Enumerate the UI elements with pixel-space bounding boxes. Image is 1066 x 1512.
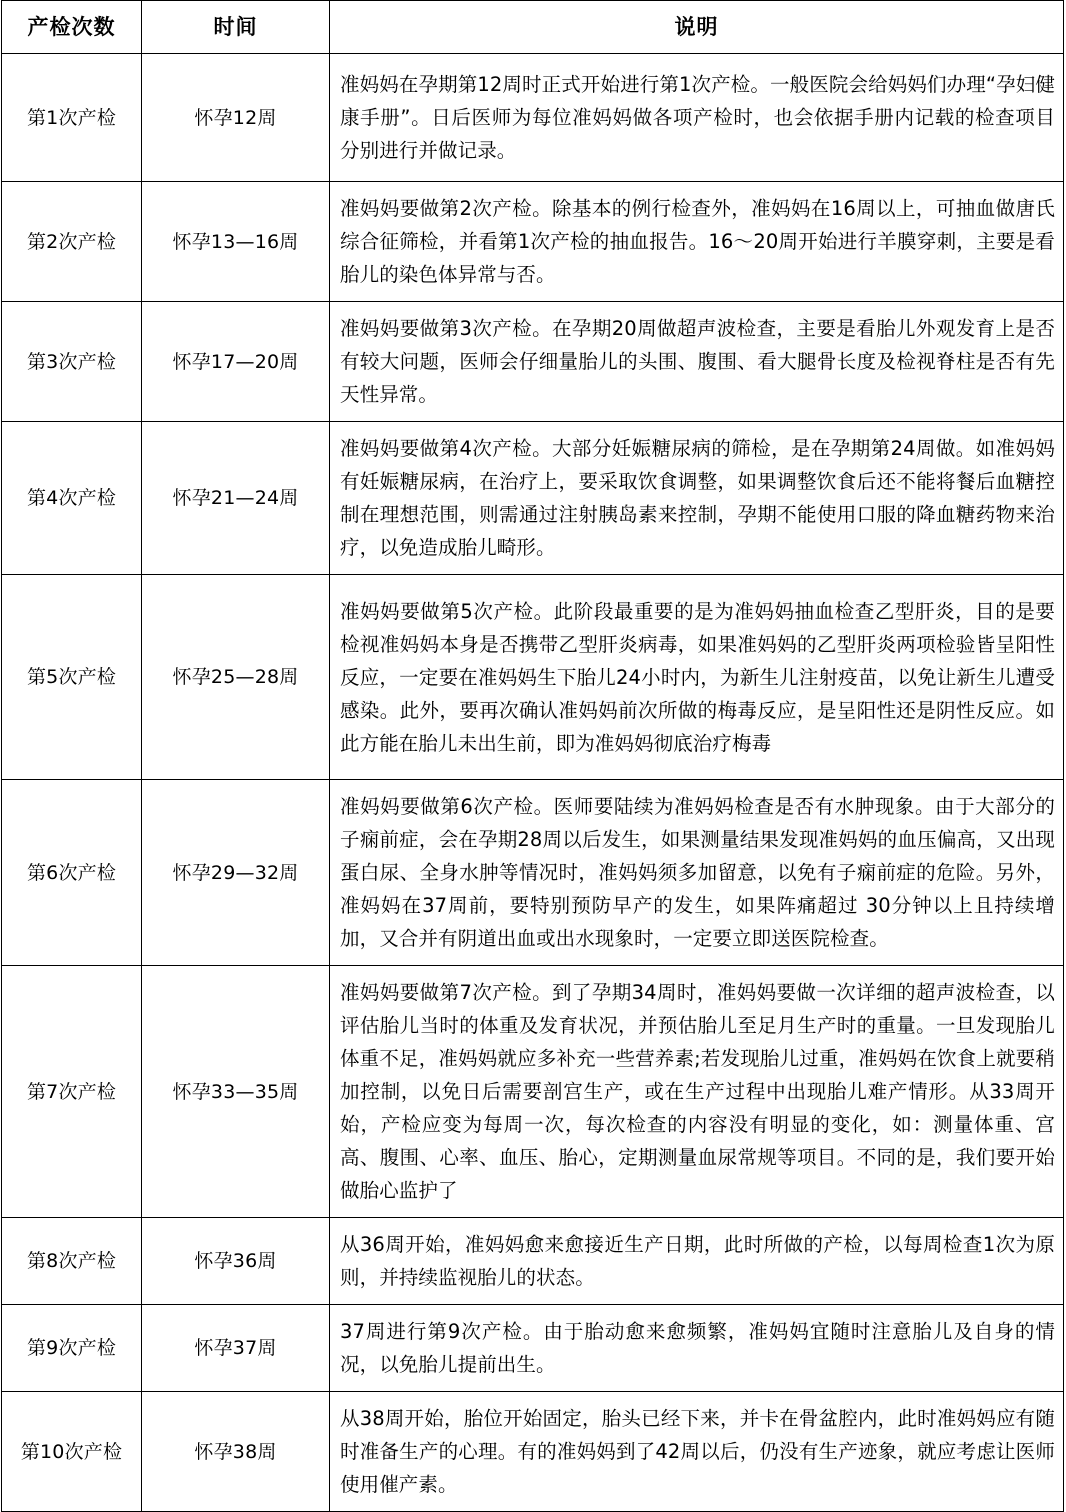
table-row	[2, 54, 1064, 182]
cell-time: 怀孕29—32周	[142, 780, 330, 966]
cell-description: 准妈妈要做第5次产检。此阶段最重要的是为准妈妈抽血检查乙型肝炎，目的是要检视准妈妈本身是否携带乙型肝炎病毒，如果准妈妈的乙型肝炎两项检验皆呈阳性反应，一定要在准妈妈生下胎儿24小时内，为新生儿注射疫苗，以免让新生儿遭受感染。此外，要再次确认准妈妈前次所做的梅毒反应，是呈阳性还是阴性反应。如此方能在胎儿未出生前，即为准妈妈彻底治疗梅毒	[330, 575, 1064, 780]
table-row	[2, 182, 1064, 302]
cell-description: 准妈妈要做第4次产检。大部分妊娠糖尿病的筛检，是在孕期第24周做。如准妈妈有妊娠糖尿病，在治疗上，要采取饮食调整，如果调整饮食后还不能将餐后血糖控制在理想范围，则需通过注射胰岛素来控制，孕期不能使用口服的降血糖药物来治疗，以免造成胎儿畸形。	[330, 422, 1064, 575]
prenatal-checkup-table	[1, 0, 1064, 1512]
cell-description: 37周进行第9次产检。由于胎动愈来愈频繁，准妈妈宜随时注意胎儿及自身的情况，以免胎儿提前出生。	[330, 1305, 1064, 1392]
cell-time: 怀孕38周	[142, 1392, 330, 1512]
cell-visit: 第4次产检	[2, 422, 142, 575]
table-row	[2, 1218, 1064, 1305]
cell-time: 怀孕17—20周	[142, 302, 330, 422]
cell-visit: 第9次产检	[2, 1305, 142, 1392]
cell-time: 怀孕37周	[142, 1305, 330, 1392]
table-row	[2, 575, 1064, 780]
cell-description: 准妈妈要做第7次产检。到了孕期34周时，准妈妈要做一次详细的超声波检查，以评估胎儿当时的体重及发育状况，并预估胎儿至足月生产时的重量。一旦发现胎儿体重不足，准妈妈就应多补充一些营养素;若发现胎儿过重，准妈妈在饮食上就要稍加控制，以免日后需要剖宫生产，或在生产过程中出现胎儿难产情形。从33周开始，产检应变为每周一次，每次检查的内容没有明显的变化，如：测量体重、宫高、腹围、心率、血压、胎心，定期测量血尿常规等项目。不同的是，我们要开始做胎心监护了	[330, 966, 1064, 1218]
cell-description: 准妈妈要做第2次产检。除基本的例行检查外，准妈妈在16周以上，可抽血做唐氏综合征筛检，并看第1次产检的抽血报告。16～20周开始进行羊膜穿刺，主要是看胎儿的染色体异常与否。	[330, 182, 1064, 302]
cell-visit: 第5次产检	[2, 575, 142, 780]
cell-time: 怀孕25—28周	[142, 575, 330, 780]
table-row	[2, 1305, 1064, 1392]
cell-visit: 第6次产检	[2, 780, 142, 966]
table-row	[2, 780, 1064, 966]
table-header-row	[2, 1, 1064, 54]
cell-visit: 第10次产检	[2, 1392, 142, 1512]
column-header-description: 说明	[330, 1, 1064, 54]
column-header-time: 时间	[142, 1, 330, 54]
cell-time: 怀孕33—35周	[142, 966, 330, 1218]
cell-time: 怀孕21—24周	[142, 422, 330, 575]
cell-description: 准妈妈要做第6次产检。医师要陆续为准妈妈检查是否有水肿现象。由于大部分的子痫前症，会在孕期28周以后发生，如果测量结果发现准妈妈的血压偏高，又出现蛋白尿、全身水肿等情况时，准妈妈须多加留意，以免有子痫前症的危险。另外，准妈妈在37周前，要特别预防早产的发生，如果阵痛超过 30分钟以上且持续增加，又合并有阴道出血或出水现象时，一定要立即送医院检查。	[330, 780, 1064, 966]
cell-time: 怀孕36周	[142, 1218, 330, 1305]
table-row	[2, 422, 1064, 575]
cell-visit: 第8次产检	[2, 1218, 142, 1305]
table-row	[2, 966, 1064, 1218]
cell-description: 从38周开始，胎位开始固定，胎头已经下来，并卡在骨盆腔内，此时准妈妈应有随时准备生产的心理。有的准妈妈到了42周以后，仍没有生产迹象，就应考虑让医师使用催产素。	[330, 1392, 1064, 1512]
table-row	[2, 1392, 1064, 1512]
cell-description: 准妈妈在孕期第12周时正式开始进行第1次产检。一般医院会给妈妈们办理“孕妇健康手册”。日后医师为每位准妈妈做各项产检时，也会依据手册内记载的检查项目分别进行并做记录。	[330, 54, 1064, 182]
cell-visit: 第1次产检	[2, 54, 142, 182]
table-header	[2, 1, 1064, 54]
table-body	[2, 54, 1064, 1512]
cell-visit: 第2次产检	[2, 182, 142, 302]
cell-time: 怀孕12周	[142, 54, 330, 182]
cell-visit: 第7次产检	[2, 966, 142, 1218]
cell-description: 准妈妈要做第3次产检。在孕期20周做超声波检查，主要是看胎儿外观发育上是否有较大问题，医师会仔细量胎儿的头围、腹围、看大腿骨长度及检视脊柱是否有先天性异常。	[330, 302, 1064, 422]
column-header-visit: 产检次数	[2, 1, 142, 54]
table-row	[2, 302, 1064, 422]
cell-time: 怀孕13—16周	[142, 182, 330, 302]
cell-description: 从36周开始，准妈妈愈来愈接近生产日期，此时所做的产检，以每周检查1次为原则，并持续监视胎儿的状态。	[330, 1218, 1064, 1305]
cell-visit: 第3次产检	[2, 302, 142, 422]
